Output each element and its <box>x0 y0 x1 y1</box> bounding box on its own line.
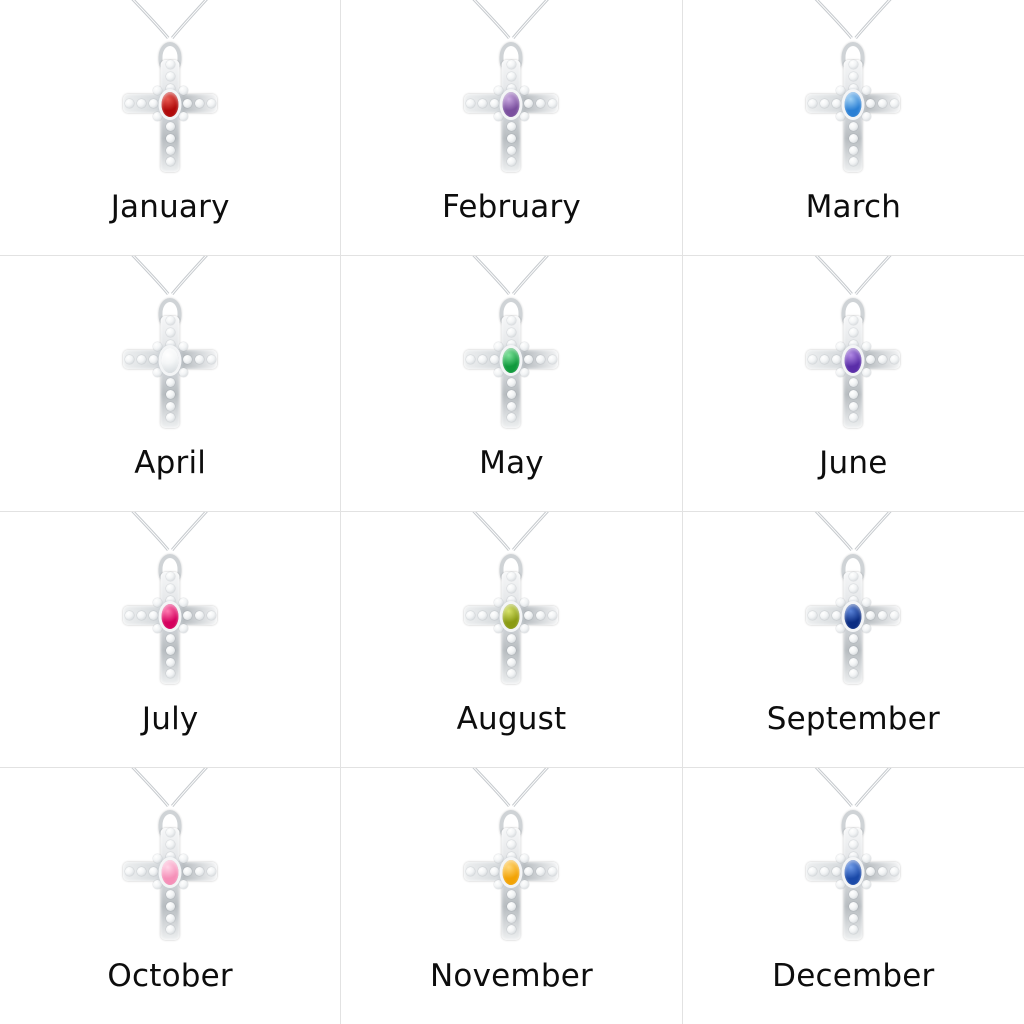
cross-pendant <box>798 42 908 172</box>
pave-stone <box>836 854 845 863</box>
pave-stone <box>466 867 475 876</box>
pave-stone <box>849 669 858 678</box>
pave-stone <box>836 624 845 633</box>
pave-stone <box>507 134 516 143</box>
necklace-cell-july[interactable] <box>0 512 341 768</box>
necklace-image <box>0 512 340 686</box>
center-birthstone-blue-topaz <box>845 860 862 885</box>
pave-stone <box>849 328 858 337</box>
month-label: July <box>141 701 199 737</box>
necklace-cell-august[interactable] <box>341 512 682 768</box>
pave-stone <box>507 584 516 593</box>
pave-stone <box>820 611 829 620</box>
pave-stone <box>849 134 858 143</box>
pave-stone <box>494 86 503 95</box>
pave-stone <box>808 867 817 876</box>
necklace-image <box>341 0 681 174</box>
pave-stone <box>153 112 162 121</box>
center-birthstone-garnet <box>162 92 179 117</box>
pave-stone <box>836 368 845 377</box>
pave-stone <box>832 355 841 364</box>
pave-stone <box>153 854 162 863</box>
month-label: September <box>766 701 940 737</box>
pave-stone <box>862 368 871 377</box>
pave-stone <box>195 99 204 108</box>
pave-stone <box>494 624 503 633</box>
month-label: August <box>456 701 567 737</box>
pave-stone <box>808 611 817 620</box>
pave-stone <box>849 902 858 911</box>
pave-stone <box>494 598 503 607</box>
pave-stone <box>836 880 845 889</box>
pave-stone <box>183 867 192 876</box>
pave-stone <box>849 914 858 923</box>
center-birthstone-aquamarine <box>845 92 862 117</box>
cross-pendant <box>115 810 225 940</box>
pave-stone <box>207 611 216 620</box>
pave-stone <box>490 867 499 876</box>
pave-stone <box>862 854 871 863</box>
pave-stone <box>878 355 887 364</box>
necklace-image <box>0 0 340 174</box>
month-label: January <box>110 189 230 225</box>
pave-stone <box>507 828 516 837</box>
pave-stone <box>166 146 175 155</box>
pave-stone <box>507 60 516 69</box>
cross-pendant <box>456 554 566 684</box>
pave-stone <box>836 112 845 121</box>
pave-stone <box>507 328 516 337</box>
necklace-image <box>0 768 340 942</box>
pave-stone <box>524 99 533 108</box>
necklace-image <box>683 512 1024 686</box>
pave-stone <box>166 378 175 387</box>
pave-stone <box>125 355 134 364</box>
pave-stone <box>179 624 188 633</box>
pave-stone <box>878 99 887 108</box>
cross-pendant <box>115 554 225 684</box>
center-birthstone-sapphire <box>845 604 862 629</box>
center-birthstone-emerald <box>503 348 520 373</box>
pave-stone <box>507 646 516 655</box>
pave-stone <box>153 598 162 607</box>
pave-stone <box>524 867 533 876</box>
necklace-cell-november[interactable] <box>341 768 682 1024</box>
pave-stone <box>548 355 557 364</box>
pave-stone <box>179 342 188 351</box>
pave-stone <box>153 624 162 633</box>
month-label: November <box>430 958 593 994</box>
pave-stone <box>166 840 175 849</box>
pave-stone <box>808 355 817 364</box>
pave-stone <box>137 867 146 876</box>
pave-stone <box>166 413 175 422</box>
necklace-image <box>683 768 1024 942</box>
pave-stone <box>494 342 503 351</box>
pave-stone <box>548 867 557 876</box>
pave-stone <box>490 355 499 364</box>
pave-stone <box>179 112 188 121</box>
cross-pendant <box>115 42 225 172</box>
pave-stone <box>166 902 175 911</box>
pave-stone <box>849 378 858 387</box>
pave-stone <box>862 598 871 607</box>
necklace-cell-january[interactable] <box>0 0 341 256</box>
pave-stone <box>195 355 204 364</box>
pave-stone <box>179 880 188 889</box>
pave-stone <box>520 86 529 95</box>
pave-stone <box>890 611 899 620</box>
pave-stone <box>125 99 134 108</box>
pave-stone <box>878 611 887 620</box>
pave-stone <box>849 890 858 899</box>
pave-stone <box>520 598 529 607</box>
pave-stone <box>507 658 516 667</box>
center-birthstone-diamond <box>162 348 179 373</box>
pave-stone <box>832 867 841 876</box>
pave-stone <box>149 611 158 620</box>
pave-stone <box>166 402 175 411</box>
pave-stone <box>548 99 557 108</box>
pave-stone <box>862 880 871 889</box>
necklace-image <box>341 256 681 430</box>
pave-stone <box>507 634 516 643</box>
pave-stone <box>836 86 845 95</box>
pave-stone <box>849 390 858 399</box>
pave-stone <box>862 342 871 351</box>
necklace-image <box>341 768 681 942</box>
pave-stone <box>478 611 487 620</box>
month-label: April <box>134 445 207 481</box>
cross-pendant <box>115 298 225 428</box>
pave-stone <box>520 854 529 863</box>
pave-stone <box>507 890 516 899</box>
pave-stone <box>166 925 175 934</box>
pave-stone <box>125 867 134 876</box>
pave-stone <box>849 658 858 667</box>
pave-stone <box>820 867 829 876</box>
pave-stone <box>494 368 503 377</box>
pave-stone <box>507 122 516 131</box>
pave-stone <box>153 368 162 377</box>
pave-stone <box>862 112 871 121</box>
pave-stone <box>137 355 146 364</box>
necklace-cell-december[interactable] <box>683 768 1024 1024</box>
pave-stone <box>466 99 475 108</box>
month-label: February <box>442 189 581 225</box>
pave-stone <box>507 157 516 166</box>
pave-stone <box>137 99 146 108</box>
pave-stone <box>862 624 871 633</box>
pave-stone <box>849 60 858 69</box>
pave-stone <box>862 86 871 95</box>
pave-stone <box>183 611 192 620</box>
pave-stone <box>183 99 192 108</box>
pave-stone <box>536 355 545 364</box>
pave-stone <box>466 611 475 620</box>
cross-pendant <box>798 554 908 684</box>
pave-stone <box>507 72 516 81</box>
pave-stone <box>849 157 858 166</box>
pave-stone <box>490 611 499 620</box>
pave-stone <box>166 60 175 69</box>
month-label: May <box>479 445 544 481</box>
pave-stone <box>149 867 158 876</box>
month-label: March <box>805 189 902 225</box>
pave-stone <box>849 634 858 643</box>
pave-stone <box>878 867 887 876</box>
necklace-cell-october[interactable] <box>0 768 341 1024</box>
pave-stone <box>849 646 858 655</box>
pave-stone <box>849 584 858 593</box>
necklace-cell-march[interactable] <box>683 0 1024 256</box>
pave-stone <box>507 925 516 934</box>
necklace-image <box>683 256 1024 430</box>
pave-stone <box>207 99 216 108</box>
pave-stone <box>490 99 499 108</box>
pave-stone <box>849 840 858 849</box>
pave-stone <box>153 86 162 95</box>
pave-stone <box>890 867 899 876</box>
pave-stone <box>166 658 175 667</box>
pave-stone <box>166 584 175 593</box>
pave-stone <box>166 669 175 678</box>
pave-stone <box>849 72 858 81</box>
pave-stone <box>836 598 845 607</box>
pave-stone <box>149 355 158 364</box>
pave-stone <box>207 355 216 364</box>
necklace-cell-april[interactable] <box>0 256 341 512</box>
necklace-cell-june[interactable] <box>683 256 1024 512</box>
pave-stone <box>866 867 875 876</box>
necklace-cell-september[interactable] <box>683 512 1024 768</box>
pave-stone <box>166 914 175 923</box>
pave-stone <box>520 368 529 377</box>
pave-stone <box>166 316 175 325</box>
pave-stone <box>166 390 175 399</box>
pave-stone <box>507 390 516 399</box>
pave-stone <box>166 134 175 143</box>
pave-stone <box>149 99 158 108</box>
center-birthstone-ruby <box>162 604 179 629</box>
pave-stone <box>507 378 516 387</box>
pave-stone <box>890 99 899 108</box>
pave-stone <box>179 86 188 95</box>
pave-stone <box>849 402 858 411</box>
pave-stone <box>866 355 875 364</box>
pave-stone <box>507 572 516 581</box>
pave-stone <box>836 342 845 351</box>
pave-stone <box>153 342 162 351</box>
pave-stone <box>866 99 875 108</box>
pave-stone <box>536 867 545 876</box>
pave-stone <box>478 355 487 364</box>
pave-stone <box>494 854 503 863</box>
pave-stone <box>520 880 529 889</box>
pave-stone <box>536 611 545 620</box>
pave-stone <box>507 413 516 422</box>
pave-stone <box>507 669 516 678</box>
cross-pendant <box>456 810 566 940</box>
pave-stone <box>166 122 175 131</box>
pave-stone <box>866 611 875 620</box>
month-label: December <box>772 958 935 994</box>
pave-stone <box>166 328 175 337</box>
month-label: October <box>107 958 233 994</box>
pave-stone <box>166 634 175 643</box>
pave-stone <box>478 867 487 876</box>
pave-stone <box>507 914 516 923</box>
pave-stone <box>137 611 146 620</box>
cross-pendant <box>456 298 566 428</box>
pave-stone <box>179 368 188 377</box>
pave-stone <box>849 828 858 837</box>
pave-stone <box>507 902 516 911</box>
pave-stone <box>820 355 829 364</box>
pave-stone <box>166 890 175 899</box>
cross-pendant <box>456 42 566 172</box>
pave-stone <box>507 316 516 325</box>
center-birthstone-alexandrite <box>845 348 862 373</box>
pave-stone <box>494 880 503 889</box>
pave-stone <box>890 355 899 364</box>
pave-stone <box>524 611 533 620</box>
month-label: June <box>819 445 888 481</box>
pave-stone <box>179 854 188 863</box>
necklace-image <box>683 0 1024 174</box>
pave-stone <box>849 122 858 131</box>
pave-stone <box>524 355 533 364</box>
pave-stone <box>849 316 858 325</box>
necklace-image <box>341 512 681 686</box>
pave-stone <box>520 112 529 121</box>
pave-stone <box>166 646 175 655</box>
pave-stone <box>478 99 487 108</box>
pave-stone <box>507 146 516 155</box>
pave-stone <box>849 146 858 155</box>
pave-stone <box>849 413 858 422</box>
pave-stone <box>183 355 192 364</box>
pave-stone <box>520 624 529 633</box>
pave-stone <box>849 572 858 581</box>
pave-stone <box>849 925 858 934</box>
pave-stone <box>166 828 175 837</box>
pave-stone <box>520 342 529 351</box>
pave-stone <box>153 880 162 889</box>
cross-pendant <box>798 298 908 428</box>
pave-stone <box>820 99 829 108</box>
pave-stone <box>166 72 175 81</box>
pave-stone <box>832 611 841 620</box>
pave-stone <box>195 611 204 620</box>
pave-stone <box>195 867 204 876</box>
cross-pendant <box>798 810 908 940</box>
pave-stone <box>808 99 817 108</box>
pave-stone <box>832 99 841 108</box>
pave-stone <box>166 157 175 166</box>
pave-stone <box>548 611 557 620</box>
pave-stone <box>536 99 545 108</box>
pave-stone <box>494 112 503 121</box>
center-birthstone-pink-tourmaline <box>162 860 179 885</box>
pave-stone <box>507 840 516 849</box>
pave-stone <box>507 402 516 411</box>
pave-stone <box>466 355 475 364</box>
center-birthstone-citrine <box>503 860 520 885</box>
necklace-cell-february[interactable] <box>341 0 682 256</box>
pave-stone <box>179 598 188 607</box>
pave-stone <box>125 611 134 620</box>
center-birthstone-amethyst <box>503 92 520 117</box>
center-birthstone-peridot <box>503 604 520 629</box>
necklace-image <box>0 256 340 430</box>
necklace-cell-may[interactable] <box>341 256 682 512</box>
pave-stone <box>207 867 216 876</box>
pave-stone <box>166 572 175 581</box>
